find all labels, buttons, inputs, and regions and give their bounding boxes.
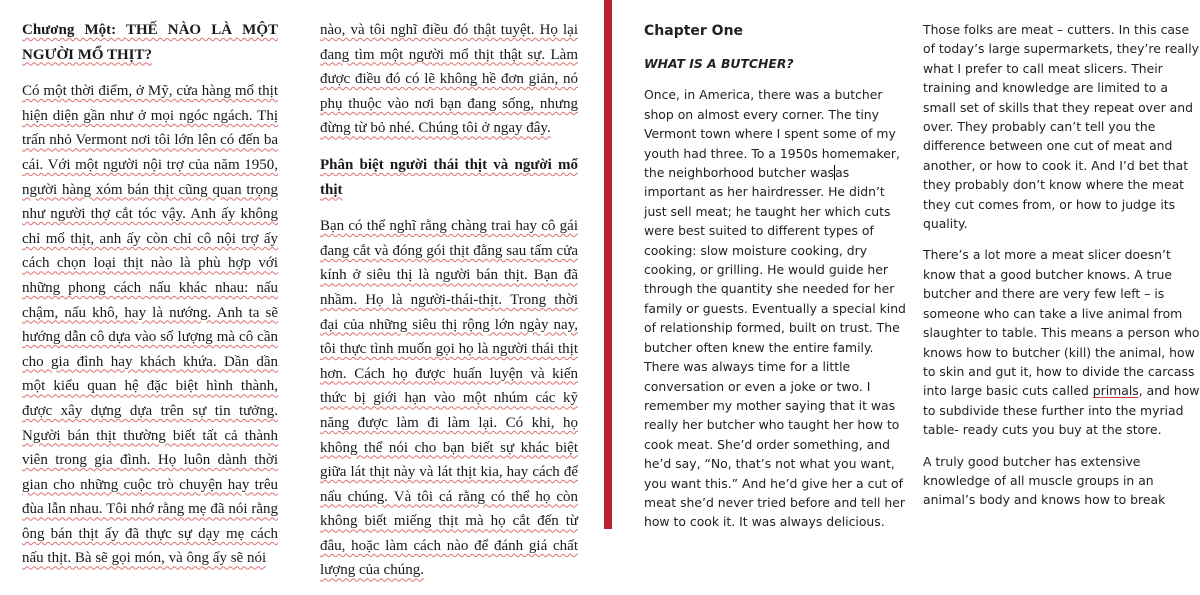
paragraph-vi-3: Bạn có thể nghĩ rằng chàng trai hay cô gái đang cắt và đóng gói thịt đằng sau tấm cửa kính ở siêu thị là người bán thịt. Bạn đã nhầm. Họ là người-thái-thịt. Trong thời đại của những siêu thị rộng lớn ngày nay, tôi thực tình muốn gọi họ là người thái thịt hơn. Cách họ được huấn luyện và kiến thức bị giới hạn vào một nhúm các kỹ năng được làm đi làm lại. Có khi, họ không thể nói cho bạn biết sự khác biệt giữa lát thịt này và lát thịt kia, hay cách để nấu chúng. Và tôi cá rằng có thể họ còn không biết miếng thịt mà họ cắt đến từ đâu, hoặc làm cách nào để đánh giá chất lượng của chúng. bbox=[320, 218, 578, 579]
paragraph-vi-2: nào, và tôi nghĩ điều đó thật tuyệt. Họ lại đang tìm một người mổ thịt thật sự. Làm được điều đó có lẽ không hề đơn giản, nó phụ thuộc vào nơi bạn đang sống, nhưng đừng từ bỏ nhé. Chúng tôi ở ngay đây. bbox=[320, 22, 578, 137]
section-heading-vi: Phân biệt người thái thịt và người mổ thịt bbox=[320, 156, 578, 198]
panel-divider bbox=[604, 0, 612, 529]
vietnamese-document-page bbox=[0, 0, 604, 579]
paragraph-en-3: There’s a lot more a meat slicer doesn’t know that a good butcher knows. A true butcher and there are very few left – is someone who can take a live animal from slaughter to table. This means a person who knows how to butcher (kill) the animal, how to skin and gut it, how to divide the carcass into large basic cuts called primals, and how to subdivide these further into the myriad table- ready cuts you buy at the store. bbox=[923, 247, 1200, 438]
vietnamese-column-1 bbox=[22, 18, 278, 583]
english-column-1 bbox=[644, 21, 908, 544]
chapter-subtitle-en: WHAT IS A BUTCHER? bbox=[644, 56, 794, 71]
english-document-page bbox=[612, 0, 1200, 529]
primals-term: primals bbox=[1092, 383, 1139, 399]
paragraph-en-2: Those folks are meat – cutters. In this case of today’s large supermarkets, they’re really what I prefer to call meat slicers. Their training and knowledge are limited to a small set of skills that they repeat over and over. They probably can’t tell you the difference between one cut of meat and another, or how to cook it. And I’d bet that they probably don’t know where the meat they cut comes from, or how to judge its quality. bbox=[923, 22, 1200, 232]
english-column-2 bbox=[923, 20, 1200, 522]
vietnamese-column-2 bbox=[320, 18, 578, 595]
paragraph-en-4: A truly good butcher has extensive knowledge of all muscle groups in an animal’s body and knows how to break bbox=[923, 453, 1166, 508]
paragraph-vi-1: Có một thời điểm, ở Mỹ, cửa hàng mổ thịt hiện diện gần như ở mọi ngóc ngách. Thị trấn nhỏ Vermont nơi tôi lớn lên có đến ba cái. Với một người nội trợ của năm 1950, người hàng xóm bán thịt cũng quan trọng như người thợ cắt tóc vậy. Anh ấy không chỉ mổ thịt, anh ấy còn chỉ cô nội trợ ấy cách chọn loại thịt nào là phù hợp với những phong cách nấu khác nhau: nấu chậm, nấu khô, hay là nướng. Anh ta sẽ hướng dẫn cô dựa vào số lượng mà cô cần cho gia đình hay khách khứa. Dần dần một kiểu quan hệ đặc biệt hình thành, được xây dựng dựa trên sự tin tưởng. Người bán thịt thường biết tất cả thành viên trong gia đình. Họ luôn dành thời gian cho những cuộc trò chuyện hay trêu đùa lẫn nhau. Tôi nhớ rằng mẹ đã nói rằng ông bán thịt ấy đã thực sự dạy mẹ cách nấu thịt. Bà sẽ gọi món, và ông ấy sẽ nói bbox=[22, 83, 278, 567]
chapter-heading-vi: Chương Một: THẾ NÀO LÀ MỘT NGƯỜI MỔ THỊT? bbox=[22, 22, 278, 63]
chapter-heading-en: Chapter One bbox=[644, 23, 744, 39]
paragraph-en-1[interactable]: Once, in America, there was a butcher shop on almost every corner. The tiny Vermont town where I spent some of my youth had three. To a 1950s homemaker, the neighborhood butcher wasas important as her hairdresser. He didn’t just sell meat; he taught her which cuts were best suited to different types of cooking: slow moisture cooking, dry cooking, or grilling. He would guide her through the quantity she needed for her family or guests. Eventually a special kind of relationship formed, built on trust. The butcher often knew the entire family. There was always time for a little conversation or even a joke or two. I remember my mother saying that it was really her butcher who taught her how to cook meat. She’d order something, and he’d say, “No, that’s not what you want, you want this.” And he’d give her a cut of meat she’d never tried before and tell her how to cook it. It was always delicious. bbox=[644, 87, 906, 530]
